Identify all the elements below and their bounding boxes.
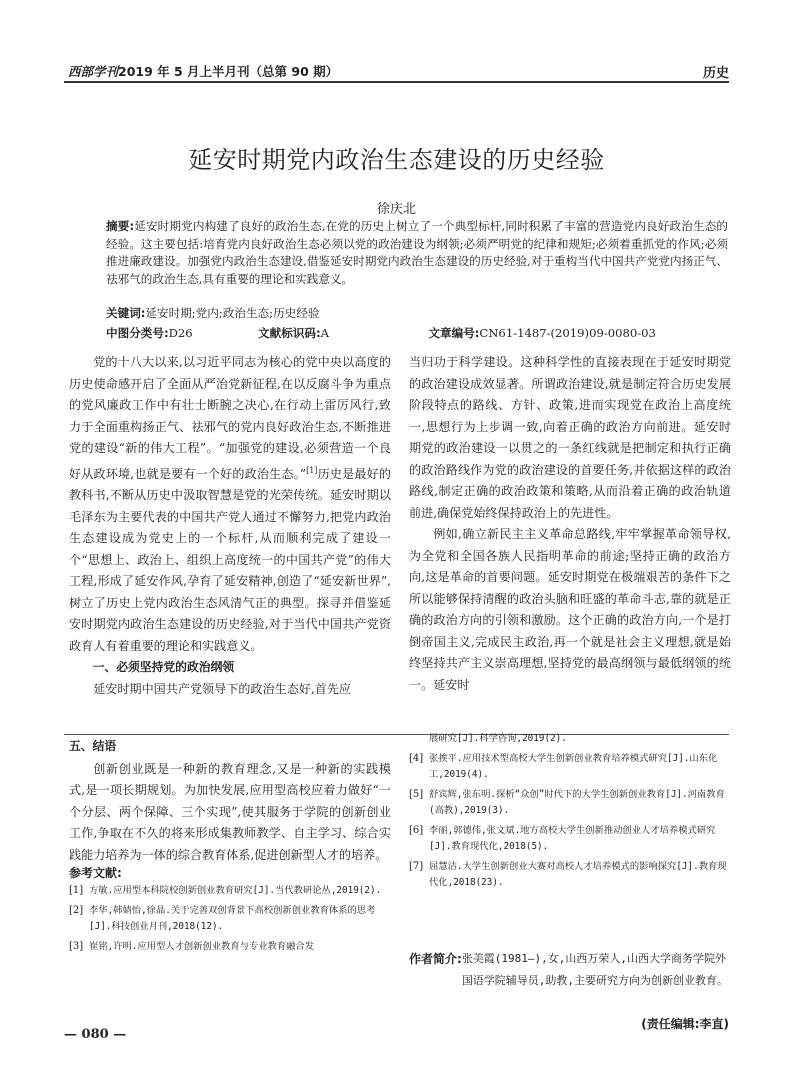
- bio-label: 作者简介:: [409, 952, 462, 966]
- references-heading: 参考文献:: [69, 866, 122, 880]
- references-right: [409, 731, 731, 895]
- reference-item: [3] 崔铭,许明.应用型人才创新创业教育与专业教育融合发: [69, 941, 315, 952]
- issue-info: 2019 年 5 月上半月刊（总第 90 期）: [118, 64, 339, 79]
- conclusion-paragraph: 创新创业既是一种新的教育理念,又是一种新的实践模式,是一项长期规划。为加快发展,应用型高校应着力做好“一个分层、两个保障、三个实现”,使其服务于学院的创新创业工作,争取在不久的将来形成集教师教学、自主学习、综合实践能力培养为一体的综合教育体系,促进创新型人才的培养。: [69, 761, 391, 862]
- section-heading: 一、必须坚持党的政治纲领: [92, 660, 235, 675]
- clc-value: D26: [168, 326, 193, 340]
- doc-code-label: 文献标识码:: [258, 326, 321, 340]
- header-rule: [64, 81, 729, 83]
- article-no-label: 文章编号:: [428, 326, 480, 340]
- author-bio: [409, 948, 729, 992]
- doc-code-value: A: [320, 326, 330, 340]
- reference-item: [4] 张挨平.应用技术型高校大学生创新创业教育培养模式研究[J].山东化工,2019(4).: [409, 753, 718, 780]
- classification-line: [106, 325, 656, 341]
- journal-header: [68, 62, 338, 80]
- abstract-text: 延安时期党内构建了良好的政治生态,在党的历史上树立了一个典型标杆,同时积累了丰富的营造党内良好政治生态的经验。这主要包括:培育党内良好政治生态必须以党的政治建设为纲领;必须严明党的纪律和规矩;必须着重抓党的作风;必须推进廉政建设。加强党内政治生态建设,借鉴延安时期党内政治生态建设的历史经验,对于重构当代中国共产党党内扬正气、祛邪气的政治生态,具有重要的理论和实践意义。: [106, 219, 729, 286]
- page-number: — 080 —: [64, 1027, 127, 1042]
- body-paragraph: 党的十八大以来,以习近平同志为核心的党中央以高度的历史使命感开启了全面从严治党新征程,在以反腐斗争为重点的党风廉政工作中有壮士断腕之决心,在行动上雷厉风行,致力于全面重构扬正气、祛邪气的党内良好政治生态,不断推进党的建设“新的伟大工程”。“加强党的建设,必须营造一个良好从政环境,也就是要有一个好的政治生态。”[1]历史是最好的教科书,不断从历史中汲取智慧是党的光荣传统。延安时期以毛泽东为主要代表的中国共产党人通过不懈努力,把党内政治生态建设成为党史上的一个标杆,从而顺利完成了建设一个“思想上、政治上、组织上高度统一的中国共产党”的伟大工程,形成了延安作风,孕育了延安精神,创造了“延安新世界”,树立了历史上党内政治生态风清气正的典型。探寻并借鉴延安时期党内政治生态建设的历史经验,对于当代中国共产党资政育人有着重要的理论和实践意义。: [69, 355, 391, 653]
- reference-item: [5] 舒宾辉,张东明.探析“众创”时代下的大学生创新创业教育[J].河南教育(高教),2019(3).: [409, 789, 725, 816]
- reference-item: [1] 方敏.应用型本科院校创新创业教育研究[J].当代教研论丛,2019(2).: [69, 885, 382, 896]
- keywords: [106, 305, 319, 321]
- bio-text: 张美霞(1981—),女,山西万荣人,山西大学商务学院外国语学院辅导员,助教,主要研究方向为创新创业教育。: [461, 952, 729, 987]
- references-left: [69, 883, 389, 959]
- reference-continuation: 展研究[J].科学咨询,2019(2).: [429, 733, 567, 744]
- section-label: 历史: [702, 66, 729, 81]
- article-no-value: CN61-1487-(2019)09-0080-03: [479, 326, 656, 340]
- keywords-label: 关键词:: [106, 306, 146, 320]
- conclusion-section: [69, 734, 391, 866]
- body-paragraph: 当归功于科学建设。这种科学性的直接表现在于延安时期党的政治建设成效显著。所谓政治建设,就是制定符合历史发展阶段特点的路线、方针、政策,进而实现党在政治上高度统一,思想行为上步调一致,向着正确的政治方向前进。延安时期党的政治建设一以贯之的一条红线就是把制定和执行正确的政治路线作为党的政治建设的首要任务,并依据这样的政治路线,制定正确的政治政策和策略,从而沿着正确的政治轨道前进,确保党始终保持政治上的先进性。: [409, 355, 731, 520]
- journal-logo: 西部学刊: [68, 64, 119, 79]
- citation-mark: [1]: [306, 465, 318, 475]
- body-column-left: [69, 352, 391, 700]
- article-author: 徐庆北: [376, 202, 416, 217]
- body-paragraph: 延安时期中国共产党领导下的政治生态好,首先应: [93, 681, 352, 696]
- body-column-right: [409, 352, 731, 696]
- body-paragraph: 例如,确立新民主主义革命总路线,牢牢掌握革命领导权,为全党和全国各族人民指明革命的前途;坚持正确的政治方向,这是革命的首要问题。延安时期党在极端艰苦的条件下之所以能够保持清醒的政治头脑和旺盛的革命斗志,靠的就是正确的政治方向的引领和激励。这个正确的政治方向,一个是打倒帝国主义,完成民主政治,再一个就是社会主义理想,就是始终坚持共产主义崇高理想,坚持党的最高纲领与最低纲领的统一。延安时: [409, 527, 731, 692]
- article-title: 延安时期党内政治生态建设的历史经验: [188, 146, 605, 174]
- conclusion-heading: 五、结语: [69, 739, 117, 753]
- keywords-text: 延安时期;党内;政治生态;历史经验: [145, 306, 320, 320]
- reference-item: [6] 李丽,郭德伟,张文斌.地方高校大学生创新推动创业人才培养模式研究[J].教育现代化,2018(5).: [409, 825, 716, 852]
- editor-note: (责任编辑:李直): [641, 1017, 729, 1031]
- clc-label: 中图分类号:: [106, 326, 169, 340]
- abstract-label: 摘要:: [106, 219, 135, 233]
- reference-item: [2] 李华,韩婧怡,徐晶.关于完善双创背景下高校创新创业教育体系的思考[J].科技创业月刊,2018(12).: [69, 905, 376, 932]
- abstract: [106, 218, 728, 288]
- reference-item: [7] 屈慧洁.大学生创新创业大赛对高校人才培养模式的影响探究[J].教育现代化,2018(23).: [409, 861, 727, 888]
